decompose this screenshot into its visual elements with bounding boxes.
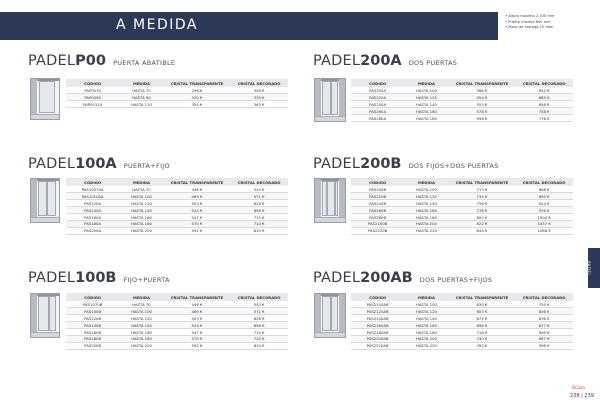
col-header: CRISTAL DECORADO [515,293,573,301]
col-header: MEDIDA [404,178,448,186]
table-cell: 656 € [230,322,288,329]
table-cell: PAP0070 [66,87,119,94]
brand-logo: GCasa [572,385,585,390]
table-row [351,315,573,322]
title-model: 100A [75,156,117,172]
table-cell: 806 € [515,308,573,315]
table-row [351,342,573,349]
table-cell: PAS280A [351,115,404,122]
title-prefix: PADEL [28,270,76,286]
table-row [351,308,573,315]
table-cell: HASTA 140 [119,322,163,329]
table-cell: 715 € [230,214,288,221]
table-cell: HASTA 140 [404,200,448,207]
table-cell: HASTA 100 [404,301,448,308]
page-title: A MEDIDA [116,17,198,33]
table-cell: PAS220B [351,193,404,200]
title-prefix: PADEL [28,53,76,69]
table-cell: HASTA 100 [404,87,448,94]
table-cell: 718 € [449,329,516,336]
table-cell: 967 € [515,335,573,342]
table-row [351,87,573,94]
col-header: CÓDIGO [351,79,404,87]
table-row [351,335,573,342]
title-prefix: PADEL [28,156,76,172]
table-row [351,186,573,193]
table-cell: 306 € [230,87,288,94]
table-row [66,342,288,349]
table-cell: PAS200B [351,186,404,193]
table-cell: HASTA 200 [404,335,448,342]
col-header: CRISTAL TRANSPARENTE [164,178,231,186]
table-cell: 762 € [449,342,516,349]
table-cell: HASTA 200 [404,220,448,227]
table-cell: HASTA 90 [119,94,163,101]
side-tab [588,248,600,288]
col-header: CRISTAL TRANSPARENTE [164,79,231,87]
table-cell: HASTA 200 [119,227,163,234]
title-subtitle: DOS FIJOS+DOS PUERTAS [408,162,499,170]
table-cell: 626 € [230,200,288,207]
table-cell: 296 € [164,87,231,94]
title-subtitle: PUERTA ABATIBLE [113,59,176,67]
col-header: CRISTAL TRANSPARENTE [449,178,516,186]
table-cell: 758 € [515,108,573,115]
col-header: CRISTAL TRANSPARENTE [449,79,516,87]
table-cell: HASTA 180 [119,335,163,342]
table-cell: HASTA 110 [119,101,163,108]
table-cell: HASTA 220 [404,227,448,234]
table-cell: HASTA 160 [404,322,448,329]
table-cell: 524 € [164,322,231,329]
table-cell: PAS220A [351,94,404,101]
side-tab-label: PADEL [586,261,591,277]
table-cell: HASTA 100 [404,186,448,193]
table-cell: PAS120A [66,200,119,207]
table-row [351,322,573,329]
table-row [66,214,288,221]
title-subtitle: FIJO+PUERTA [123,276,170,284]
table-cell: PAS2100B [351,220,404,227]
title-prefix: PADEL [313,156,361,172]
table-cell: 543 € [230,301,288,308]
table-cell: 675 € [449,315,516,322]
table-cell: PAS2160AB [351,322,404,329]
table-cell: 570 € [164,335,231,342]
table-cell: PAS240B [351,200,404,207]
table-row [351,108,573,115]
table-cell: 1004 € [515,214,573,221]
table-cell: PAS280B [351,214,404,221]
shower-door-illustration [30,293,60,338]
table-row [66,335,288,342]
table-cell: 715 € [230,329,288,336]
table-cell: 868 € [515,186,573,193]
title-subtitle: DOS PUERTAS [408,59,458,67]
table-cell: 554 € [449,94,516,101]
table-cell: PAS120B [66,315,119,322]
table-cell: 1068 € [515,227,573,234]
table-cell: 734 € [449,193,516,200]
table-cell: 740 € [449,335,516,342]
table-cell: 363 € [230,101,288,108]
section-title [28,50,175,69]
table-cell: 810 € [230,227,288,234]
table-cell: HASTA 200 [119,342,163,349]
price-table-200a [351,79,573,122]
price-table-200ab [351,293,573,350]
table-cell: 570 € [164,220,231,227]
table-cell: 598 € [449,115,516,122]
price-table-200b [351,178,573,235]
note-item: • Altura máxima 2.200 mm [505,14,597,20]
table-cell: PAS200B [66,342,119,349]
table-cell: 756 € [449,200,516,207]
table-cell: 976 € [515,207,573,214]
table-cell: 1037 € [515,220,573,227]
table-row [66,101,288,108]
section-title [313,50,457,69]
table-cell: 547 € [164,329,231,336]
table-cell: 543 € [230,186,288,193]
table-cell: HASTA 180 [404,329,448,336]
table-cell: HASTA 100 [119,193,163,200]
col-header: CRISTAL DECORADO [230,293,288,301]
table-cell: HASTA 120 [404,308,448,315]
table-row [66,308,288,315]
table-cell: PAS2200AB [351,335,404,342]
table-row [66,193,288,200]
table-cell: 685 € [515,94,573,101]
title-model: P00 [75,53,106,69]
table-cell: HASTA 120 [119,200,163,207]
table-cell: HASTA 140 [119,207,163,214]
table-row [66,87,288,94]
table-row [66,186,288,193]
table-cell: PAS2120AB [351,308,404,315]
table-row [351,207,573,214]
col-header: CRISTAL DECORADO [230,79,288,87]
table-cell: 877 € [515,322,573,329]
page-number: 238 | 239 [570,393,594,399]
table-cell: HASTA 120 [404,94,448,101]
table-cell: 553 € [449,101,516,108]
table-cell: 354 € [164,101,231,108]
table-cell: HASTA 180 [119,220,163,227]
col-header: CÓDIGO [66,293,119,301]
col-header: MEDIDA [119,79,163,87]
col-header: CÓDIGO [66,79,119,87]
col-header: CRISTAL DECORADO [230,178,288,186]
table-cell: 810 € [230,342,288,349]
table-cell: 653 € [449,308,516,315]
table-cell: PAS140A [66,207,119,214]
table-row [351,214,573,221]
table-row [351,227,573,234]
table-cell: PAS240A [351,101,404,108]
table-row [66,94,288,101]
table-cell: 776 € [515,115,573,122]
table-cell: PAS200A [66,227,119,234]
section-title [313,267,492,286]
table-cell: PAS260A [351,108,404,115]
table-cell: 626 € [230,315,288,322]
title-prefix: PADEL [313,53,361,69]
table-cell: PAS2100AB [351,301,404,308]
table-cell: 822 € [449,220,516,227]
price-table-100b [66,293,288,350]
table-cell: 836 € [515,315,573,322]
table-cell: 503 € [164,200,231,207]
price-table-100a [66,178,288,235]
table-cell: PAS10100A [66,193,119,200]
table-cell: PAS200A [351,87,404,94]
col-header: CRISTAL TRANSPARENTE [164,293,231,301]
table-cell: 571 € [230,193,288,200]
table-cell: PAS260B [351,207,404,214]
table-cell: 755 € [515,301,573,308]
table-cell: 895 € [515,193,573,200]
table-cell: PAP0090 [66,94,119,101]
title-prefix: PADEL [313,270,361,286]
table-cell: PAP00110 [66,101,119,108]
table-cell: HASTA 220 [404,342,448,349]
table-cell: 469 € [164,308,231,315]
table-cell: 710 € [230,220,288,227]
table-cell: 924 € [515,200,573,207]
table-cell: HASTA 160 [404,207,448,214]
table-cell: HASTA 70 [119,87,163,94]
table-cell: HASTA 120 [119,315,163,322]
table-cell: PAS2140AB [351,315,404,322]
table-row [351,329,573,336]
table-cell: PAS180B [66,335,119,342]
table-cell: 592 € [164,227,231,234]
title-model: 200B [360,156,402,172]
col-header: MEDIDA [404,293,448,301]
table-cell: 524 € [164,207,231,214]
section-title [28,153,170,172]
table-cell: HASTA 180 [404,115,448,122]
table-cell: 503 € [164,315,231,322]
table-row [66,301,288,308]
title-model: 200A [360,53,402,69]
table-cell: HASTA 160 [119,214,163,221]
table-cell: 656 € [515,101,573,108]
table-cell: PAS160B [66,329,119,336]
shower-door-illustration [314,178,346,223]
table-cell: HASTA 140 [404,101,448,108]
table-row [351,220,573,227]
table-cell: 642 € [515,87,573,94]
table-row [66,220,288,227]
col-header: MEDIDA [404,79,448,87]
header-notes [505,14,597,31]
table-cell: HASTA 120 [404,193,448,200]
table-cell: HASTA 140 [404,315,448,322]
table-row [351,301,573,308]
table-cell: 630 € [449,301,516,308]
table-cell: 713 € [449,186,516,193]
table-cell: PAS2220AB [351,342,404,349]
table-cell: 844 € [449,227,516,234]
shower-door-illustration [314,293,346,338]
table-row [66,227,288,234]
title-model: 200AB [360,270,413,286]
header-banner [0,12,498,40]
table-cell: PAS100B [66,308,119,315]
table-row [66,207,288,214]
col-header: CÓDIGO [351,178,404,186]
col-header: CÓDIGO [66,178,119,186]
table-cell: 320 € [164,94,231,101]
table-cell: 571 € [230,308,288,315]
table-cell: 656 € [230,207,288,214]
table-row [66,315,288,322]
table-row [351,94,573,101]
table-cell: 592 € [164,342,231,349]
table-row [351,101,573,108]
title-subtitle: PUERTA+FIJO [123,162,170,170]
table-cell: 778 € [449,207,516,214]
title-model: 100B [75,270,117,286]
section-title [313,153,499,172]
note-item: • Plazo de entrega 15 días [505,25,597,31]
table-cell: 710 € [230,335,288,342]
table-cell: PAS160A [66,214,119,221]
table-cell: 339 € [230,94,288,101]
col-header: MEDIDA [119,293,163,301]
col-header: CÓDIGO [351,293,404,301]
table-cell: 800 € [449,214,516,221]
table-cell: 547 € [164,214,231,221]
table-row [351,193,573,200]
col-header: CRISTAL DECORADO [515,79,573,87]
shower-door-illustration [30,78,60,120]
table-cell: PAS180A [66,220,119,227]
table-cell: 586 € [449,87,516,94]
table-cell: PAS140B [66,322,119,329]
table-cell: HASTA 70 [119,301,163,308]
table-cell: PAS1070B [66,301,119,308]
table-row [351,115,573,122]
table-cell: HASTA 70 [119,186,163,193]
col-header: CRISTAL DECORADO [515,178,573,186]
table-cell: HASTA 160 [404,108,448,115]
shower-door-illustration [30,178,60,223]
shower-door-illustration [314,78,346,122]
table-cell: 909 € [515,329,573,336]
price-table-p00 [66,79,288,108]
col-header: MEDIDA [119,178,163,186]
table-cell: HASTA 180 [404,214,448,221]
table-cell: 446 € [164,301,231,308]
table-row [66,200,288,207]
table-row [66,329,288,336]
note-item: • Puerta mínima 600 mm [505,20,597,26]
table-row [66,322,288,329]
table-cell: HASTA 160 [119,329,163,336]
table-cell: 696 € [449,322,516,329]
table-cell: HASTA 100 [119,308,163,315]
table-cell: PAS2220B [351,227,404,234]
col-header: CRISTAL TRANSPARENTE [449,293,516,301]
title-subtitle: DOS PUERTAS+FIJOS [419,276,493,284]
table-row [351,200,573,207]
table-cell: PAS2180AB [351,329,404,336]
table-cell: PAS10070A [66,186,119,193]
table-cell: 578 € [449,108,516,115]
table-cell: 996 € [515,342,573,349]
table-cell: 446 € [164,186,231,193]
section-title [28,267,170,286]
table-cell: 469 € [164,193,231,200]
